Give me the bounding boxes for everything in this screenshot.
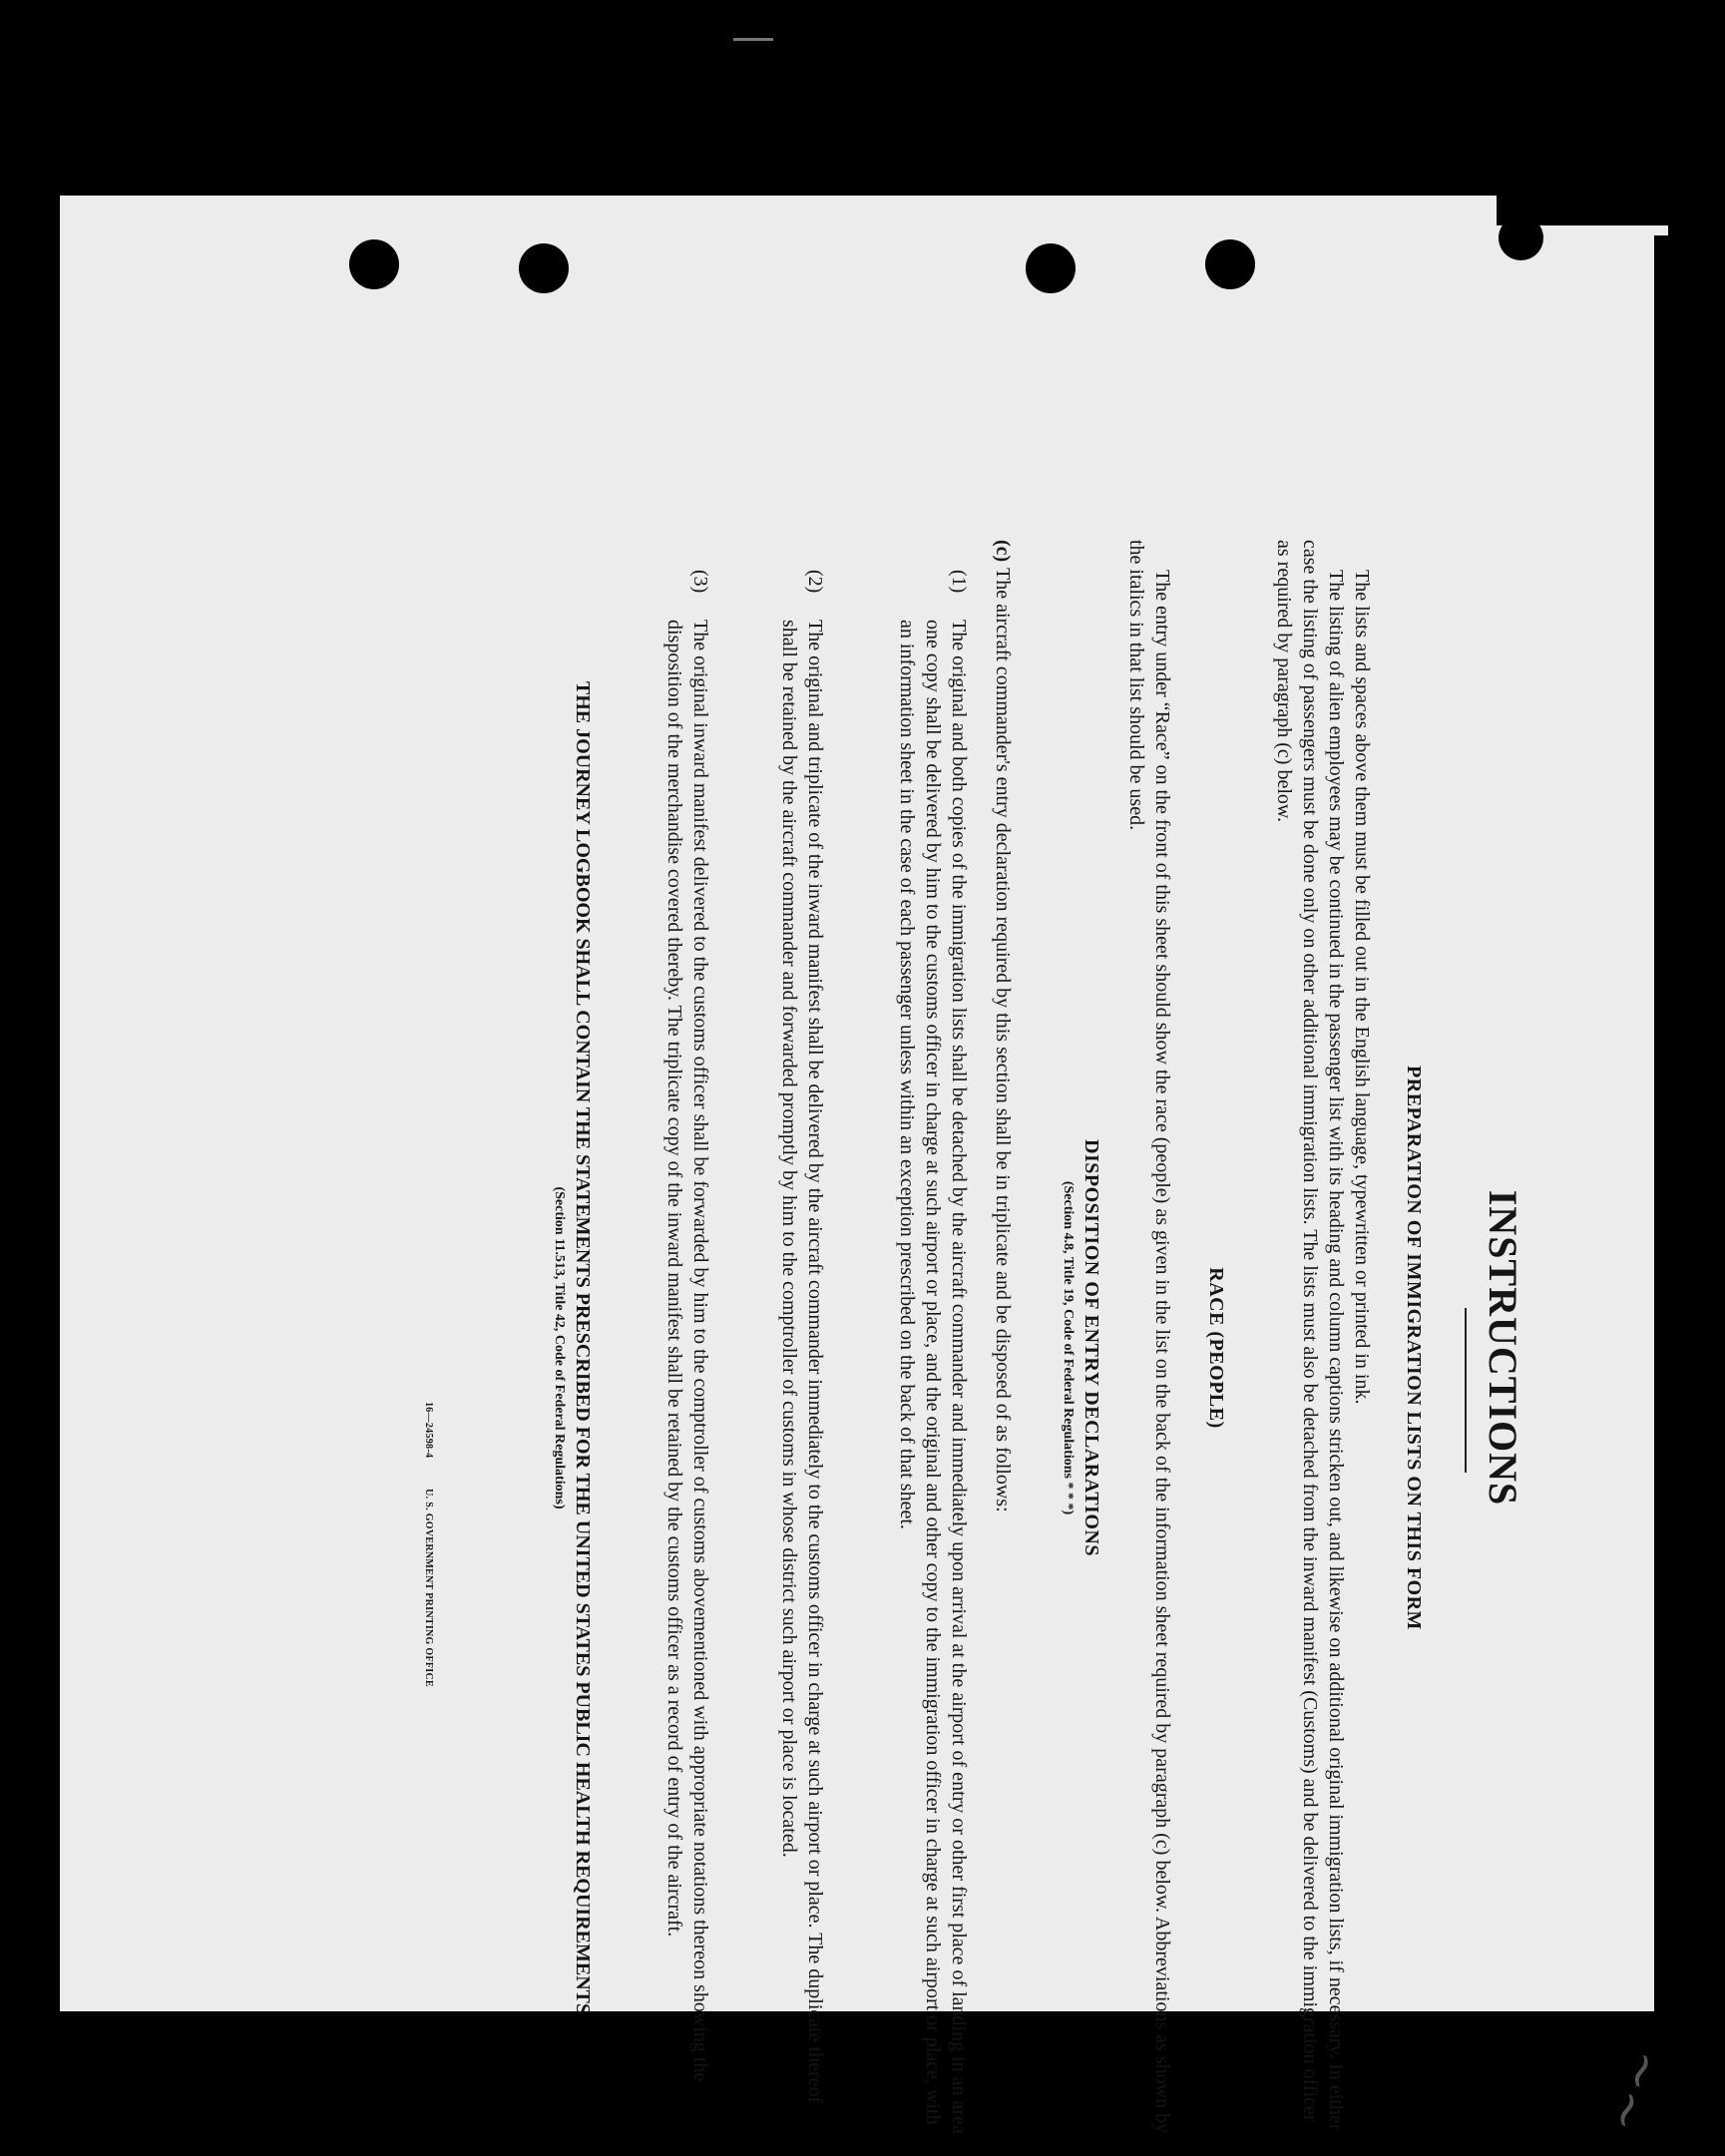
race-paragraph: The entry under “Race” on the front of this sheet should show the race (people) as given in the list on the back of the information sheet required by paragraph (c) below. Abbreviations as shown by the italics in that list should be used. [1125,540,1173,2134]
punch-hole [349,239,399,289]
item-number: (2) [804,570,826,594]
scan-mark [733,38,773,41]
logbook-citation: (Section 11.513, Title 42, Code of Federal Regulations) [552,1186,567,1509]
logbook-title: THE JOURNEY LOGBOOK SHALL CONTAIN THE STATEMENTS PRESCRIBED FOR THE UNITED STATES PUBLIC HEALTH REQUIREMENTS [572,680,594,2015]
preparation-paragraph-1: The lists and spaces above them must be filled out in the English language, typewritten or printed in ink. [1351,570,1373,1405]
punch-hole [519,243,569,293]
disposition-title: DISPOSITION OF ENTRY DECLARATIONS [1080,1139,1102,1556]
paragraph-c-label: (c) [992,540,1014,563]
instructions-content [399,540,1526,2156]
punch-hole [1205,239,1255,289]
item-text: The original and triplicate of the inward manifest shall be delivered by the aircraft commander immediately to the customs officer in charge at such airport or place. The duplicate thereof shall be retained by the aircraft commander and forwarded promptly by him to the comptroller of customs in whose district such airport or place is located. [778,620,826,2104]
handwritten-mark: ~~ [1591,2040,1675,2140]
page-title: INSTRUCTIONS [1481,1189,1525,1507]
item-text: The original and both copies of the immigration lists shall be detached by the aircraft commander and immediately upon arrival at the airport of entry or other first place of landing in an area one copy shall be delivered by him to the customs officer in charge at such airport or place, and the original and other copy to the immigration officer in charge at such airport or place, with an information sheet in the case of each passenger unless within an exception prescribed on the back of that sheet. [896,620,970,2134]
logbook-requirement [551,540,594,2156]
item-number: (3) [689,570,711,594]
title-rule [1465,1308,1467,1473]
race-heading: RACE (PEOPLE) [1205,1267,1227,1429]
printer-imprint: U. S. GOVERNMENT PRINTING OFFICE [423,1489,434,1687]
disposition-item [661,570,713,2136]
printer-footer [423,540,434,1687]
item-number: (1) [948,570,970,594]
paragraph-c-text: The aircraft commander's entry declaration required by this section shall be in triplicate and be disposed of as follows: [992,568,1014,1512]
punch-hole [1026,243,1076,293]
item-text: The original inward manifest delivered to the customs officer shall be forwarded by him to the comptroller of customs abovementioned with appropriate notations thereon showing the disposition of the merchandise covered thereby. The triplicate copy of the inward manifest shall be retained by the customs officer as a record of entry of the aircraft. [663,620,711,2082]
disposition-citation: (Section 4.8, Title 19, Code of Federal Regulations * * *) [1061,1180,1076,1515]
form-number: 16—24598-4 [423,1401,434,1459]
disposition-item [894,570,972,2136]
document-page [60,196,1675,2140]
disposition-heading [1060,540,1102,2156]
preparation-paragraph-2: The listing of alien employees may be continued in the passenger list with its heading and column captions stricken out, and likewise on additional original immigration lists, if necessary. In either case the listing of passengers must be done only on other additional immigration lists. The lists must also be detached from the inward manifest (Customs) and be delivered to the immigration officer as required by paragraph (c) below. [1273,540,1347,2131]
preparation-heading: PREPARATION OF IMMIGRATION LISTS ON THIS FORM [1403,1066,1425,1630]
disposition-item [776,570,828,2136]
paragraph-c [990,540,1016,2136]
torn-edge [1499,216,1543,260]
page-edge [1654,235,1668,2011]
